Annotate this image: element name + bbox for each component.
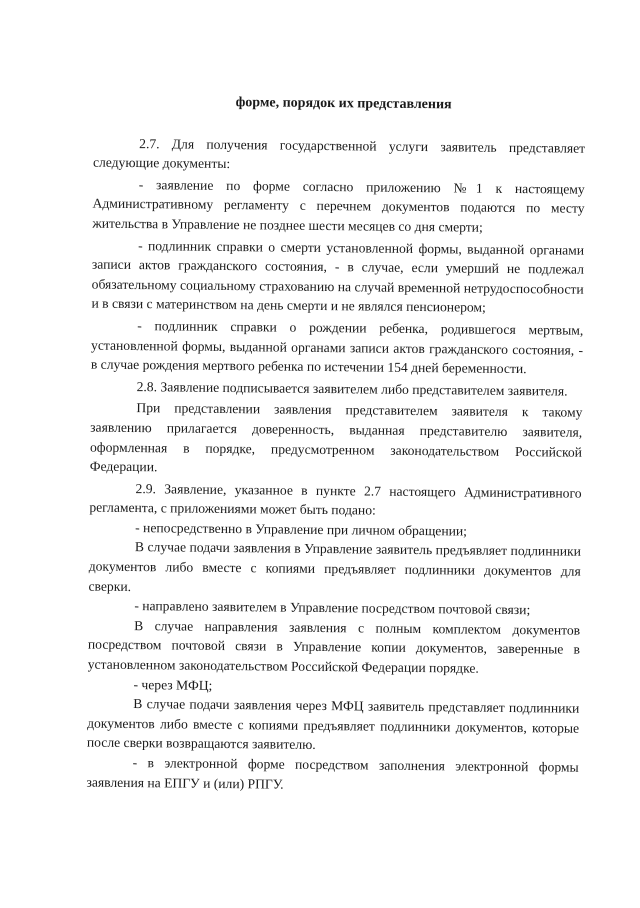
list-item-postal: - направлено заявителем в Управление посредством почтовой связи; [134, 598, 531, 618]
paragraph-death-certificate: - подлинник справки о смерти установленной формы, выданной органами записи актов гражданского состояния, - в случае, если умерший не подлежал обязательному социальному страхованию на случай временной нетрудоспособности и в связи с материнством на день смерти и не являлся пенсионером; [91, 237, 585, 316]
list-item-in-person: - непосредственно в Управление при личном обращении; [135, 519, 468, 539]
paragraph-in-person-detail: В случае подачи заявления в Управление заявитель предъявляет подлинники документов либо вместе с копиями предъявляет подлинники документов для сверки. [88, 539, 582, 594]
paragraph-postal-detail: В случае направления заявления с полным комплектом документов посредством почтовой связи в Управление копии документов, заверенные в установленном законодательством Российской Федерации порядке. [87, 617, 581, 676]
paragraph-2-7: 2.7. Для получения государственной услуги заявитель представляет следующие документы: [92, 135, 586, 172]
paragraph-representative: При представлении заявления представителем заявителя к такому заявлению прилагается доверенность, выданная представителю заявителя, оформленная в порядке, предусмотренном законодательством Российской Федерации. [89, 400, 583, 475]
paragraph-mfc-detail: В случае подачи заявления через МФЦ заявитель представляет подлинники документов либо вместе с копиями предъявляет подлинники документов, которые после сверки возвращаются заявителю. [86, 696, 580, 753]
paragraph-2-9: 2.9. Заявление, указанное в пункте 2.7 настоящего Административного регламента, с приложениями может быть подано: [89, 480, 582, 518]
paragraph-application: - заявление по форме согласно приложению №1 к настоящему Административному регламенту с перечнем документов подаются по месту жительства в Управление не позднее шести месяцев со дня смерти; [92, 176, 585, 235]
paragraph-birth-certificate: - подлинник справки о рождении ребенка, родившегося мертвым, установленной формы, выданной органами записи актов гражданского состояния, - в случае рождения мертвого ребенка по истечении 154 дней беременности. [90, 318, 584, 377]
paragraph-2-8: 2.8. Заявление подписывается заявителем либо представителем заявителя. [136, 378, 568, 399]
section-title: форме, порядок их представления [235, 95, 452, 113]
list-item-electronic: - в электронной форме посредством заполнения электронной формы заявления на ЕПГУ и (или) РПГУ. [86, 755, 579, 792]
list-item-mfc: - через МФЦ; [133, 676, 213, 693]
